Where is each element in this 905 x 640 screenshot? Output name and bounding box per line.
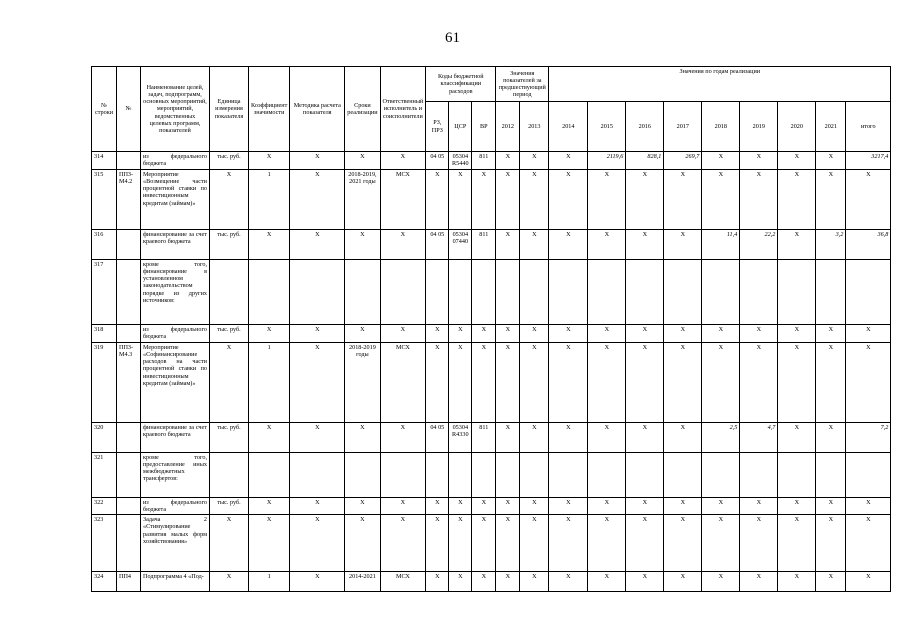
- cell-resp: МСХ: [380, 170, 426, 230]
- cell-rz: X: [426, 498, 449, 515]
- cell-y2017: X: [664, 230, 702, 260]
- cell-unit: тыс. руб.: [210, 325, 249, 343]
- cell-y2021: 3,2: [816, 230, 846, 260]
- cell-y2013: X: [520, 498, 549, 515]
- cell-method: [290, 260, 345, 325]
- cell-n: 322: [92, 498, 117, 515]
- cell-y2019: 4,7: [740, 423, 778, 453]
- cell-unit: X: [210, 343, 249, 423]
- cell-name: Мероприятие «Возмещение части процентной ставки по инвестиционным кредитам (займам)»: [141, 170, 210, 230]
- header-2015: 2015: [588, 102, 626, 152]
- header-rz: РЗ, ПРЗ: [426, 102, 449, 152]
- cell-y2017: [664, 453, 702, 498]
- cell-coef: [249, 260, 290, 325]
- cell-unit: тыс. руб.: [210, 498, 249, 515]
- cell-resp: X: [380, 152, 426, 170]
- cell-terms: 2014-2021: [345, 572, 380, 592]
- cell-n: 314: [92, 152, 117, 170]
- cell-y2018: X: [702, 152, 740, 170]
- cell-y2021: X: [816, 170, 846, 230]
- cell-name: Задача 2 «Стимулирование развития малых форм хозяйствования»: [141, 515, 210, 572]
- header-2021: 2021: [816, 102, 846, 152]
- header-2016: 2016: [626, 102, 664, 152]
- cell-csr: [449, 453, 472, 498]
- cell-method: X: [290, 572, 345, 592]
- cell-y2016: X: [626, 515, 664, 572]
- cell-y2019: X: [740, 343, 778, 423]
- cell-y2018: [702, 453, 740, 498]
- cell-csr: X: [449, 515, 472, 572]
- cell-terms: [345, 260, 380, 325]
- cell-n: 316: [92, 230, 117, 260]
- cell-y2017: [664, 260, 702, 325]
- cell-y2014: [549, 453, 588, 498]
- cell-y2013: X: [520, 325, 549, 343]
- cell-y2016: X: [626, 230, 664, 260]
- cell-y2018: X: [702, 343, 740, 423]
- cell-method: X: [290, 325, 345, 343]
- cell-y2016: X: [626, 498, 664, 515]
- cell-code: [117, 260, 141, 325]
- header-code: №: [117, 67, 141, 152]
- cell-y2017: X: [664, 572, 702, 592]
- table-row: [92, 325, 891, 343]
- cell-coef: X: [249, 498, 290, 515]
- cell-y2018: X: [702, 515, 740, 572]
- cell-code: ПП4: [117, 572, 141, 592]
- table-row: [92, 498, 891, 515]
- cell-y2014: X: [549, 152, 588, 170]
- cell-n: 323: [92, 515, 117, 572]
- cell-y2015: [588, 260, 626, 325]
- cell-vr: X: [472, 325, 496, 343]
- cell-y2019: X: [740, 325, 778, 343]
- cell-vr: [472, 260, 496, 325]
- cell-vr: X: [472, 498, 496, 515]
- cell-y2020: X: [778, 423, 816, 453]
- cell-csr: X: [449, 572, 472, 592]
- cell-y2021: X: [816, 423, 846, 453]
- cell-y2021: X: [816, 498, 846, 515]
- cell-y2013: X: [520, 572, 549, 592]
- cell-csr: 05304 R4330: [449, 423, 472, 453]
- cell-y2017: X: [664, 170, 702, 230]
- cell-y2015: X: [588, 325, 626, 343]
- cell-coef: X: [249, 230, 290, 260]
- cell-y2014: X: [549, 230, 588, 260]
- cell-csr: 05304 R5440: [449, 152, 472, 170]
- cell-vr: X: [472, 515, 496, 572]
- cell-y2017: X: [664, 515, 702, 572]
- cell-y2019: 22,2: [740, 230, 778, 260]
- cell-resp: МСХ: [380, 343, 426, 423]
- cell-coef: 1: [249, 572, 290, 592]
- cell-y2019: [740, 260, 778, 325]
- cell-code: ППЗ-М4.3: [117, 343, 141, 423]
- cell-total: [846, 260, 891, 325]
- cell-code: ППЗ-М4.2: [117, 170, 141, 230]
- cell-y2017: X: [664, 325, 702, 343]
- cell-vr: X: [472, 170, 496, 230]
- header-total: итого: [846, 102, 891, 152]
- cell-y2014: X: [549, 170, 588, 230]
- cell-y2020: [778, 453, 816, 498]
- cell-method: X: [290, 152, 345, 170]
- header-2013: 2013: [520, 102, 549, 152]
- cell-rz: 04 05: [426, 152, 449, 170]
- cell-y2019: X: [740, 152, 778, 170]
- cell-y2013: X: [520, 230, 549, 260]
- cell-unit: X: [210, 170, 249, 230]
- cell-n: 320: [92, 423, 117, 453]
- cell-y2013: X: [520, 423, 549, 453]
- cell-y2018: [702, 260, 740, 325]
- cell-y2013: X: [520, 152, 549, 170]
- cell-y2012: X: [496, 423, 520, 453]
- cell-method: [290, 453, 345, 498]
- cell-y2016: X: [626, 343, 664, 423]
- cell-rz: [426, 260, 449, 325]
- cell-resp: [380, 260, 426, 325]
- cell-method: X: [290, 343, 345, 423]
- cell-y2016: X: [626, 423, 664, 453]
- cell-y2015: X: [588, 230, 626, 260]
- cell-csr: 05304 07440: [449, 230, 472, 260]
- cell-total: X: [846, 515, 891, 572]
- cell-y2020: X: [778, 325, 816, 343]
- cell-y2017: 269,7: [664, 152, 702, 170]
- cell-y2019: X: [740, 170, 778, 230]
- cell-resp: X: [380, 423, 426, 453]
- cell-y2016: X: [626, 325, 664, 343]
- cell-unit: [210, 453, 249, 498]
- cell-unit: тыс. руб.: [210, 423, 249, 453]
- cell-y2013: X: [520, 515, 549, 572]
- cell-y2021: X: [816, 343, 846, 423]
- cell-csr: X: [449, 170, 472, 230]
- cell-y2017: X: [664, 423, 702, 453]
- cell-terms: X: [345, 498, 380, 515]
- cell-y2020: X: [778, 230, 816, 260]
- cell-total: X: [846, 325, 891, 343]
- cell-y2013: [520, 453, 549, 498]
- cell-rz: 04 05: [426, 423, 449, 453]
- cell-terms: X: [345, 325, 380, 343]
- cell-y2020: [778, 260, 816, 325]
- header-2018: 2018: [702, 102, 740, 152]
- cell-unit: X: [210, 515, 249, 572]
- cell-y2018: X: [702, 170, 740, 230]
- cell-y2016: X: [626, 572, 664, 592]
- cell-y2021: X: [816, 572, 846, 592]
- cell-y2017: X: [664, 498, 702, 515]
- header-2012: 2012: [496, 102, 520, 152]
- cell-resp: X: [380, 515, 426, 572]
- cell-total: X: [846, 572, 891, 592]
- cell-vr: 811: [472, 152, 496, 170]
- cell-y2020: X: [778, 170, 816, 230]
- cell-y2016: [626, 260, 664, 325]
- cell-y2018: X: [702, 325, 740, 343]
- cell-unit: [210, 260, 249, 325]
- cell-resp: X: [380, 325, 426, 343]
- cell-name: Подпрограмма 4 «Под-: [141, 572, 210, 592]
- cell-y2013: X: [520, 170, 549, 230]
- cell-terms: X: [345, 515, 380, 572]
- cell-code: [117, 515, 141, 572]
- cell-y2019: X: [740, 572, 778, 592]
- cell-unit: тыс. руб.: [210, 230, 249, 260]
- cell-vr: [472, 453, 496, 498]
- header-row-number: № строки: [92, 67, 117, 152]
- cell-rz: X: [426, 170, 449, 230]
- cell-terms: X: [345, 230, 380, 260]
- header-name: Наименование целей, задач, подпрограмм, основных мероприятий, мероприятий, ведомственных целевых программ, показателей: [141, 67, 210, 152]
- cell-code: [117, 230, 141, 260]
- header-method: Методика расчета показателя: [290, 67, 345, 152]
- cell-resp: МСХ: [380, 572, 426, 592]
- cell-terms: [345, 453, 380, 498]
- cell-name: из федерального бюджета: [141, 152, 210, 170]
- cell-resp: [380, 453, 426, 498]
- cell-rz: [426, 453, 449, 498]
- cell-y2016: X: [626, 170, 664, 230]
- cell-y2020: X: [778, 515, 816, 572]
- cell-y2012: X: [496, 230, 520, 260]
- cell-name: кроме того, финансирование в установленном законодательством порядке из других источников:: [141, 260, 210, 325]
- cell-rz: X: [426, 515, 449, 572]
- header-coefficient: Коэффициент значимости: [249, 67, 290, 152]
- cell-method: X: [290, 170, 345, 230]
- cell-csr: X: [449, 343, 472, 423]
- cell-y2015: X: [588, 343, 626, 423]
- cell-y2020: X: [778, 498, 816, 515]
- cell-y2014: X: [549, 498, 588, 515]
- cell-code: [117, 325, 141, 343]
- cell-vr: 811: [472, 230, 496, 260]
- cell-unit: X: [210, 572, 249, 592]
- page-number: 61: [445, 30, 460, 46]
- cell-rz: X: [426, 325, 449, 343]
- cell-method: X: [290, 515, 345, 572]
- cell-code: [117, 453, 141, 498]
- cell-resp: X: [380, 230, 426, 260]
- cell-terms: X: [345, 423, 380, 453]
- cell-method: X: [290, 423, 345, 453]
- table-row: [92, 260, 891, 325]
- cell-coef: X: [249, 515, 290, 572]
- cell-y2016: 828,1: [626, 152, 664, 170]
- cell-y2014: X: [549, 423, 588, 453]
- cell-y2021: [816, 453, 846, 498]
- cell-y2020: X: [778, 343, 816, 423]
- header-2014: 2014: [549, 102, 588, 152]
- table-row: [92, 170, 891, 230]
- cell-method: X: [290, 498, 345, 515]
- cell-y2012: X: [496, 152, 520, 170]
- cell-y2012: [496, 260, 520, 325]
- header-2020: 2020: [778, 102, 816, 152]
- header-previous-period: Значения показателей за предшествующий период: [496, 67, 549, 102]
- cell-rz: 04 05: [426, 230, 449, 260]
- cell-y2015: X: [588, 498, 626, 515]
- cell-resp: X: [380, 498, 426, 515]
- cell-total: [846, 453, 891, 498]
- header-unit: Единица измерения показателя: [210, 67, 249, 152]
- cell-rz: X: [426, 343, 449, 423]
- cell-csr: X: [449, 498, 472, 515]
- cell-vr: 811: [472, 423, 496, 453]
- header-csr: ЦСР: [449, 102, 472, 152]
- cell-coef: 1: [249, 343, 290, 423]
- table-row: [92, 453, 891, 498]
- cell-y2015: [588, 453, 626, 498]
- cell-y2020: X: [778, 572, 816, 592]
- header-2017: 2017: [664, 102, 702, 152]
- cell-y2015: X: [588, 572, 626, 592]
- cell-name: финансирование за счет краевого бюджета: [141, 423, 210, 453]
- table-row: [92, 343, 891, 423]
- table-row: [92, 515, 891, 572]
- cell-y2018: X: [702, 572, 740, 592]
- cell-y2018: 2,5: [702, 423, 740, 453]
- cell-y2015: X: [588, 515, 626, 572]
- cell-csr: X: [449, 325, 472, 343]
- header-terms: Сроки реализации: [345, 67, 380, 152]
- cell-y2014: X: [549, 325, 588, 343]
- cell-n: 318: [92, 325, 117, 343]
- cell-y2014: X: [549, 515, 588, 572]
- cell-y2012: X: [496, 325, 520, 343]
- cell-y2014: X: [549, 343, 588, 423]
- cell-name: из федерального бюджета: [141, 498, 210, 515]
- cell-n: 324: [92, 572, 117, 592]
- cell-coef: 1: [249, 170, 290, 230]
- cell-y2012: X: [496, 498, 520, 515]
- cell-code: [117, 152, 141, 170]
- cell-y2021: [816, 260, 846, 325]
- cell-name: Мероприятие «Софинансирование расходов на части процентной ставки по инвестиционным кредитам (займам)»: [141, 343, 210, 423]
- cell-y2019: X: [740, 498, 778, 515]
- cell-y2015: 2119,6: [588, 152, 626, 170]
- header-row-1: [92, 67, 891, 102]
- cell-vr: X: [472, 572, 496, 592]
- cell-y2021: X: [816, 152, 846, 170]
- cell-terms: 2018-2019, 2021 годы: [345, 170, 380, 230]
- cell-total: X: [846, 343, 891, 423]
- cell-y2015: X: [588, 423, 626, 453]
- cell-y2012: X: [496, 572, 520, 592]
- cell-name: кроме того, предоставление иных межбюджетных трансфертов:: [141, 453, 210, 498]
- cell-y2012: [496, 453, 520, 498]
- cell-y2019: X: [740, 515, 778, 572]
- cell-y2013: [520, 260, 549, 325]
- table-row: [92, 423, 891, 453]
- cell-name: из федерального бюджета: [141, 325, 210, 343]
- cell-n: 321: [92, 453, 117, 498]
- table-row: [92, 152, 891, 170]
- table-row: [92, 572, 891, 592]
- cell-y2012: X: [496, 170, 520, 230]
- cell-y2016: [626, 453, 664, 498]
- cell-y2014: X: [549, 572, 588, 592]
- table-row: [92, 230, 891, 260]
- cell-y2018: 11,4: [702, 230, 740, 260]
- cell-y2019: [740, 453, 778, 498]
- cell-rz: X: [426, 572, 449, 592]
- cell-coef: [249, 453, 290, 498]
- cell-n: 315: [92, 170, 117, 230]
- cell-code: [117, 498, 141, 515]
- cell-csr: [449, 260, 472, 325]
- cell-method: X: [290, 230, 345, 260]
- cell-coef: X: [249, 423, 290, 453]
- cell-vr: X: [472, 343, 496, 423]
- cell-y2012: X: [496, 343, 520, 423]
- cell-total: 3217,4: [846, 152, 891, 170]
- cell-y2021: X: [816, 325, 846, 343]
- cell-name: финансирование за счет краевого бюджета: [141, 230, 210, 260]
- cell-total: X: [846, 498, 891, 515]
- cell-total: 36,8: [846, 230, 891, 260]
- cell-terms: X: [345, 152, 380, 170]
- header-2019: 2019: [740, 102, 778, 152]
- cell-y2015: X: [588, 170, 626, 230]
- header-responsible: Ответственный исполнитель и соисполнители: [380, 67, 426, 152]
- cell-y2013: X: [520, 343, 549, 423]
- cell-unit: тыс. руб.: [210, 152, 249, 170]
- header-budget-codes: Коды бюджетной классификации расходов: [426, 67, 496, 102]
- header-years: Значения по годам реализации: [549, 67, 891, 102]
- cell-y2014: [549, 260, 588, 325]
- cell-n: 317: [92, 260, 117, 325]
- cell-coef: X: [249, 152, 290, 170]
- cell-total: 7,2: [846, 423, 891, 453]
- cell-n: 319: [92, 343, 117, 423]
- cell-y2012: X: [496, 515, 520, 572]
- header-vr: ВР: [472, 102, 496, 152]
- cell-y2021: X: [816, 515, 846, 572]
- indicator-table: [91, 66, 891, 592]
- cell-y2017: X: [664, 343, 702, 423]
- cell-coef: X: [249, 325, 290, 343]
- cell-code: [117, 423, 141, 453]
- cell-total: X: [846, 170, 891, 230]
- cell-terms: 2018-2019 годы: [345, 343, 380, 423]
- cell-y2020: X: [778, 152, 816, 170]
- cell-y2018: X: [702, 498, 740, 515]
